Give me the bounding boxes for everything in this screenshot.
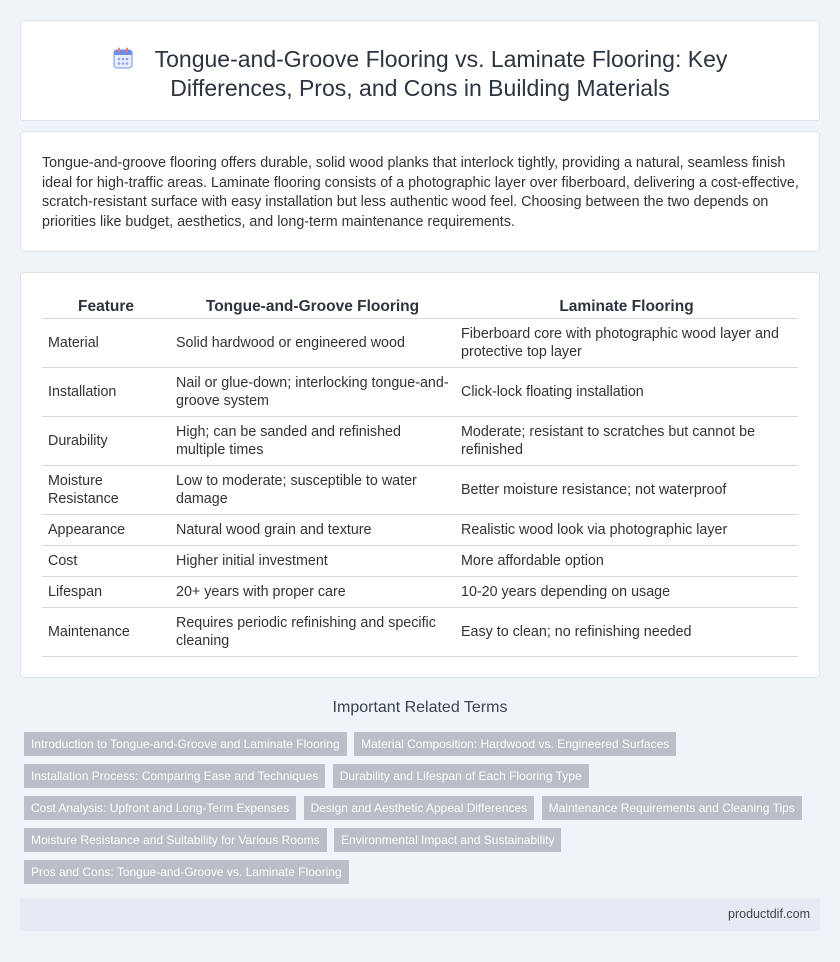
feature-cell: Moisture Resistance <box>42 465 170 514</box>
tongue-groove-cell: Nail or glue-down; interlocking tongue-and-groove system <box>170 367 455 416</box>
table-row <box>42 465 798 514</box>
intro-paragraph: Tongue-and-groove flooring offers durable, solid wood planks that interlock tightly, providing a natural, seamless finish ideal for high-traffic areas. Laminate flooring consists of a photographic layer over fiberboard, delivering a cost-effective, scratch-resistant surface with easy installation but less authentic wood feel. Choosing between the two depends on priorities like budget, aesthetics, and long-term maintenance requirements. <box>42 155 799 230</box>
feature-cell: Installation <box>42 367 170 416</box>
related-term-tag[interactable]: Moisture Resistance and Suitability for Various Rooms <box>24 828 327 852</box>
laminate-cell: More affordable option <box>455 545 798 576</box>
calendar-icon <box>113 47 133 69</box>
table-header-row <box>42 296 798 318</box>
table-row <box>42 367 798 416</box>
tongue-groove-cell: 20+ years with proper care <box>170 576 455 607</box>
feature-cell: Cost <box>42 545 170 576</box>
feature-cell: Durability <box>42 416 170 465</box>
table-row <box>42 416 798 465</box>
header-feature: Feature <box>42 296 170 318</box>
laminate-cell: Realistic wood look via photographic layer <box>455 514 798 545</box>
tongue-groove-cell: Higher initial investment <box>170 545 455 576</box>
page-title <box>21 45 819 103</box>
related-term-tag[interactable]: Pros and Cons: Tongue-and-Groove vs. Laminate Flooring <box>24 860 349 884</box>
related-term-tag[interactable]: Durability and Lifespan of Each Flooring Type <box>333 764 589 788</box>
laminate-cell: Moderate; resistant to scratches but cannot be refinished <box>455 416 798 465</box>
related-term-tag[interactable]: Maintenance Requirements and Cleaning Tips <box>542 796 802 820</box>
table-row <box>42 576 798 607</box>
feature-cell: Material <box>42 318 170 367</box>
intro-card <box>20 131 820 252</box>
comparison-table <box>42 296 798 657</box>
laminate-cell: Easy to clean; no refinishing needed <box>455 607 798 656</box>
table-row <box>42 545 798 576</box>
related-terms-list <box>24 732 824 892</box>
laminate-cell: Better moisture resistance; not waterproof <box>455 465 798 514</box>
table-row <box>42 607 798 656</box>
tongue-groove-cell: Requires periodic refinishing and specific cleaning <box>170 607 455 656</box>
header-tongue-and-groove: Tongue-and-Groove Flooring <box>170 296 455 318</box>
related-term-tag[interactable]: Material Composition: Hardwood vs. Engineered Surfaces <box>354 732 676 756</box>
title-card <box>20 20 820 121</box>
table-row <box>42 514 798 545</box>
title-line-1: Tongue-and-Groove Flooring vs. Laminate Flooring: Key <box>154 46 728 72</box>
tongue-groove-cell: Low to moderate; susceptible to water damage <box>170 465 455 514</box>
related-term-tag[interactable]: Introduction to Tongue-and-Groove and Laminate Flooring <box>24 732 347 756</box>
footer-site-link[interactable]: productdif.com <box>728 907 810 921</box>
footer <box>20 898 820 931</box>
related-term-tag[interactable]: Environmental Impact and Sustainability <box>334 828 561 852</box>
related-term-tag[interactable]: Cost Analysis: Upfront and Long-Term Expenses <box>24 796 296 820</box>
feature-cell: Appearance <box>42 514 170 545</box>
comparison-card <box>20 272 820 678</box>
related-term-tag[interactable]: Installation Process: Comparing Ease and Techniques <box>24 764 325 788</box>
related-terms-heading: Important Related Terms <box>332 699 508 716</box>
laminate-cell: Click-lock floating installation <box>455 367 798 416</box>
laminate-cell: 10-20 years depending on usage <box>455 576 798 607</box>
title-line-2: Differences, Pros, and Cons in Building Materials <box>170 75 670 101</box>
table-row <box>42 318 798 367</box>
tongue-groove-cell: Solid hardwood or engineered wood <box>170 318 455 367</box>
related-term-tag[interactable]: Design and Aesthetic Appeal Differences <box>304 796 535 820</box>
tongue-groove-cell: High; can be sanded and refinished multiple times <box>170 416 455 465</box>
feature-cell: Maintenance <box>42 607 170 656</box>
tongue-groove-cell: Natural wood grain and texture <box>170 514 455 545</box>
feature-cell: Lifespan <box>42 576 170 607</box>
laminate-cell: Fiberboard core with photographic wood layer and protective top layer <box>455 318 798 367</box>
header-laminate: Laminate Flooring <box>455 296 798 318</box>
